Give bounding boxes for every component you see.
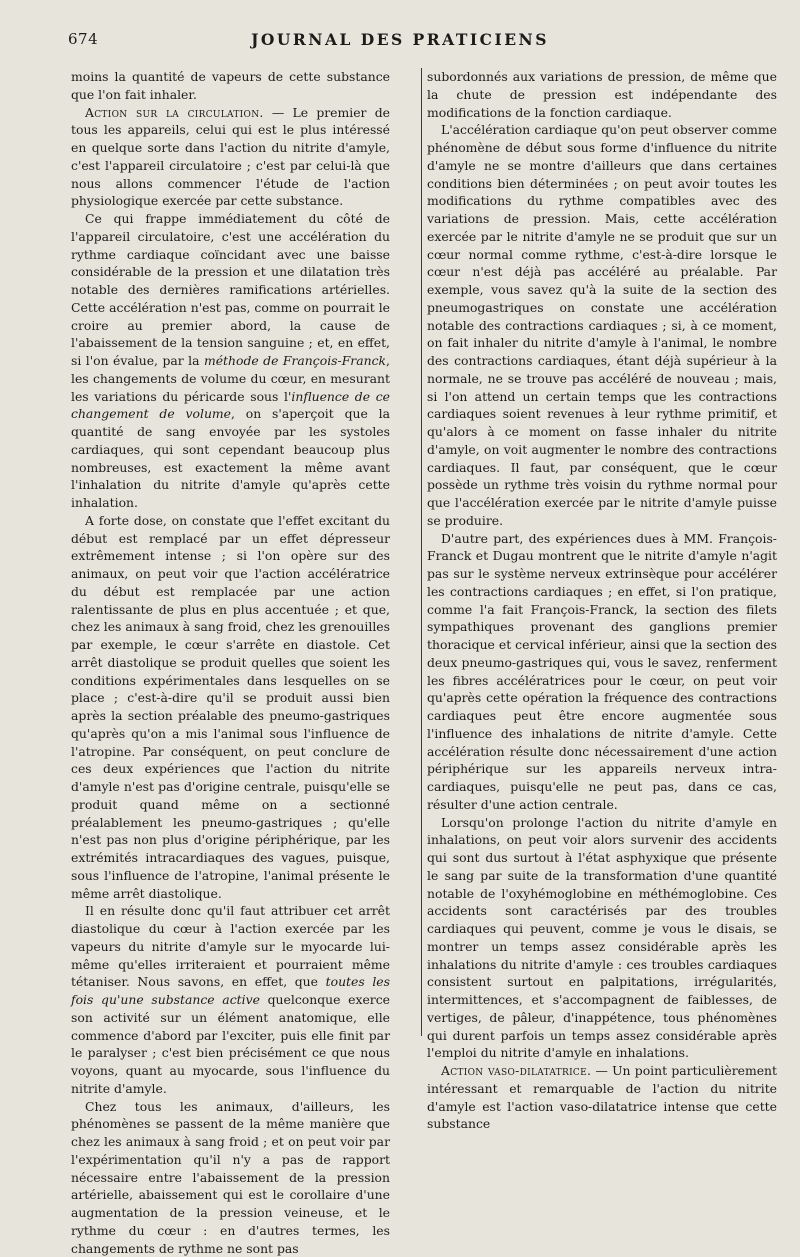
section-paragraph: [71, 104, 390, 211]
paragraph-text: D'autre part, des expériences dues à MM. François-Franck et Dugau montrent que le nitrite d'amyle n'agit pas sur le système nerveux extrinsèque pour accélérer les contractions cardiaques ; en effet, si l'on pratique, comme l'a fait François-Franck, la section des filets sympathiques provenant des ganglions premier thoracique et cervical inférieur, ainsi que la section des deux pneumo-gastriques qui, vous le savez, renferment les fibres accélératrices pour le cœur, on peut voir qu'après cette opération la fréquence des contractions cardiaques peut être encore augmentée sous l'influence des inhalations de nitrite d'amyle. Cette accélération résulte donc nécessairement d'une action périphérique sur les appareils nerveux intra-cardiaques, puisqu'elle ne peut pas, dans ce cas, résulter d'une action centrale.: [427, 531, 777, 812]
paragraph: [71, 512, 390, 903]
right-column: [427, 68, 777, 1133]
paragraph-text: Chez tous les animaux, d'ailleurs, les phénomènes se passent de la même manière que chez les animaux à sang froid ; et on peut voir par l'expérimentation qu'il n'y a pas de rapport nécessaire entre l'abaissement de la pression artérielle, abaissement qui est le corollaire d'une augmentation de la pression veineuse, et le rythme du cœur : en d'autres termes, les changements de rythme ne sont pas: [71, 1099, 390, 1256]
paragraph-text: Il en résulte donc qu'il faut attribuer cet arrêt diastolique du cœur à l'action exercée par les vapeurs du nitrite d'amyle sur le myocarde lui-même qu'elles irriteraient et pourraient même tétaniser. Nous savons, en effet, que: [71, 903, 390, 989]
left-column: [71, 68, 390, 1257]
paragraph-text: A forte dose, on constate que l'effet excitant du début est remplacé par un effet dépresseur extrêmement intense ; si l'on opère sur des animaux, on peut voir que l'action accélératrice du début est remplacée par une action ralentissante de plus en plus accentuée ; et que, chez les animaux à sang froid, chez les grenouilles par exemple, le cœur s'arrête en diastole. Cet arrêt diastolique se produit quelles que soient les conditions expérimentales dans lesquelles on se place ; c'est-à-dire qu'il se produit aussi bien après la section préalable des pneumo-gastriques qu'après qu'on a mis l'animal sous l'influence de l'atropine. Par conséquent, on peut conclure de ces deux expériences que l'action du nitrite d'amyle n'est pas d'origine centrale, puisqu'elle se produit quand même on a sectionné préalablement les pneumo-gastriques ; qu'elle n'est pas non plus d'origine périphérique, par les extrémités intracardiaques des vagues, puisque, sous l'influence de l'atropine, l'animal présente le même arrêt diastolique.: [71, 513, 390, 901]
paragraph-continuation: moins la quantité de vapeurs de cette substance que l'on fait inhaler.: [71, 68, 390, 104]
column-divider: [421, 68, 422, 1036]
page-number: 674: [68, 30, 98, 48]
paragraph: [71, 210, 390, 512]
journal-title: JOURNAL DES PRATICIENS: [0, 30, 800, 49]
paragraph-text: L'accélération cardiaque qu'on peut observer comme phénomène de début sous forme d'influence du nitrite d'amyle ne se montre d'ailleurs que dans certaines conditions bien déterminées ; on peut avoir toutes les modifications du rythme compatibles avec des variations de pression. Mais, cette accélération exercée par le nitrite d'amyle ne se produit que sur un cœur normal comme rythme, c'est-à-dire lorsque le cœur n'est déjà pas accéléré au préalable. Par exemple, vous savez qu'à la suite de la section des pneumogastriques on constate une accélération notable des contractions cardiaques ; si, à ce moment, on fait inhaler du nitrite d'amyle à l'animal, le nombre des contractions cardiaques, étant déjà supérieur à la normale, ne se trouve pas accéléré de nouveau ; mais, si l'on attend un certain temps que les contractions cardiaques soient revenues à leur rythme primitif, et qu'alors à ce moment on fasse inhaler du nitrite d'amyle, on voit augmenter le nombre des contractions cardiaques. Il faut, par conséquent, que le cœur possède un rythme très voisin du rythme normal pour que l'accélération exercée par le nitrite d'amyle puisse se produire.: [427, 122, 777, 528]
paragraph-text: Ce qui frappe immédiatement du côté de l'appareil circulatoire, c'est une accélération du rythme cardiaque coïncidant avec une baisse considérable de la pression et une dilatation très notable des dernières ramifications artérielles. Cette accélération n'est pas, comme on pourrait le croire au premier abord, la cause de l'abaissement de la tension sanguine ; et, en effet, si l'on évalue, par la: [71, 211, 390, 368]
section-text: — Un point particulièrement intéressant et remarquable de l'action du nitrite d'amyle est l'action vaso-dilatatrice intense que cette substance: [427, 1063, 777, 1131]
running-head: [0, 30, 800, 54]
paragraph-text: , les changements de volume du cœur, en mesurant les variations du péricarde sous l': [71, 353, 390, 404]
emphasis-text: influence de ce changement de volume: [71, 389, 390, 422]
paragraph: [427, 530, 777, 814]
paragraph-text: , on s'aperçoit que la quantité de sang envoyée par les systoles cardiaques, qui sont cependant beaucoup plus nombreuses, est exactement la même avant l'inhalation du nitrite d'amyle qu'après cette inhalation.: [71, 406, 390, 510]
emphasis-text: toutes les fois qu'une substance active: [71, 974, 390, 1007]
section-paragraph: [427, 1062, 777, 1133]
paragraph: [427, 814, 777, 1063]
paragraph-text: quelconque exerce son activité sur un élément anatomique, elle commence d'abord par l'exciter, puis elle finit par le paralyser ; c'est bien précisément ce que nous voyons, quant au myocarde, sous l'influence du nitrite d'amyle.: [71, 992, 390, 1096]
section-text: — Le premier de tous les appareils, celui qui est le plus intéressé en quelque sorte dans l'action du nitrite d'amyle, c'est l'appareil circulatoire ; c'est par celui-là que nous allons commencer l'étude de l'action physiologique exercée par cette substance.: [71, 105, 390, 209]
paragraph: [427, 121, 777, 529]
section-heading: Action vaso-dilatatrice.: [441, 1063, 591, 1078]
paragraph: [71, 902, 390, 1097]
paragraph-text: Lorsqu'on prolonge l'action du nitrite d'amyle en inhalations, on peut voir alors survenir des accidents qui sont dus surtout à l'état asphyxique que présente le sang par suite de la transformation d'une quantité notable de l'oxyhémoglobine en méthémoglobine. Ces accidents sont caractérisés par des troubles cardiaques qui peuvent, comme je vous le disais, se montrer un temps assez considérable après les inhalations du nitrite d'amyle : ces troubles cardiaques consistent surtout en palpitations, irrégularités, intermittences, et s'accompagnent de faiblesses, de vertiges, de pâleur, d'inappétence, tous phénomènes qui durent parfois un temps assez considérable après l'emploi du nitrite d'amyle en inhalations.: [427, 815, 777, 1061]
paragraph-continuation: subordonnés aux variations de pression, de même que la chute de pression est indépendante des modifications de la fonction cardiaque.: [427, 68, 777, 121]
paragraph: [71, 1098, 390, 1257]
emphasis-text: méthode de François-Franck: [204, 353, 386, 368]
section-heading: Action sur la circulation.: [85, 105, 264, 120]
